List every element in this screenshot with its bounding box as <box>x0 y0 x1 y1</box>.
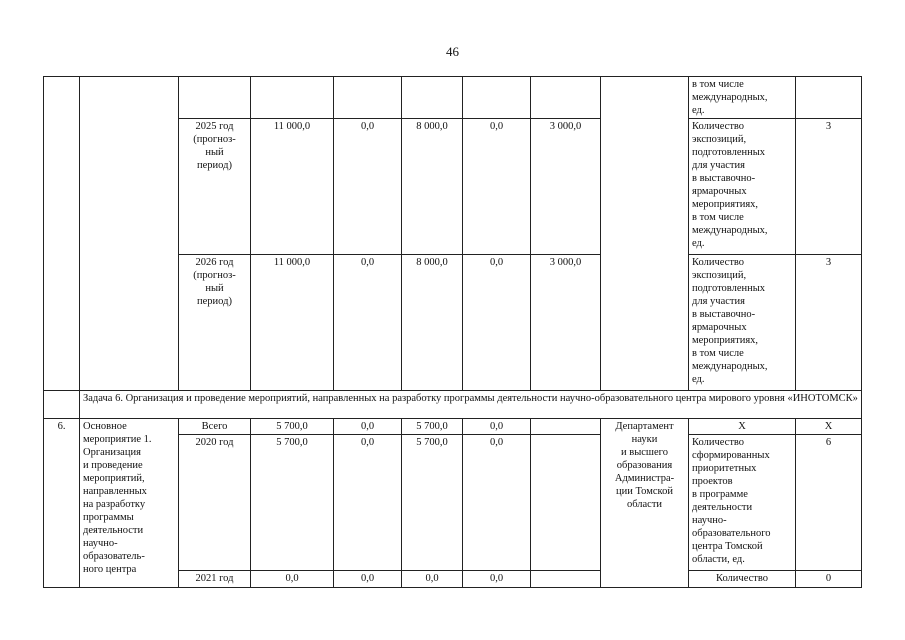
cell-total: 11 000,0 <box>251 119 334 255</box>
cell-name <box>80 77 179 391</box>
cell-year: 2026 год (прогноз- ный период) <box>179 255 251 391</box>
cell-loc: 0,0 <box>463 255 531 391</box>
cell-executor: Департамент науки и высшего образования Администра- ции Томской области <box>601 419 689 588</box>
cell-loc: 0,0 <box>463 571 531 588</box>
cell-year: Всего <box>179 419 251 435</box>
cell-reg: 8 000,0 <box>402 255 463 391</box>
task-heading-row <box>44 391 862 419</box>
cell-total: 5 700,0 <box>251 419 334 435</box>
cell-indicator: Х <box>689 419 796 435</box>
page-number: 46 <box>446 44 459 59</box>
cell-reg <box>402 77 463 119</box>
cell-loc: 0,0 <box>463 435 531 571</box>
cell-extra <box>531 419 601 435</box>
cell-total: 5 700,0 <box>251 435 334 571</box>
cell-year <box>179 77 251 119</box>
cell-num <box>44 391 80 419</box>
cell-reg: 5 700,0 <box>402 419 463 435</box>
cell-value: Х <box>796 419 862 435</box>
table-row <box>44 77 862 119</box>
cell-fed: 0,0 <box>334 435 402 571</box>
cell-value: 0 <box>796 571 862 588</box>
program-table <box>43 76 862 588</box>
cell-fed: 0,0 <box>334 419 402 435</box>
cell-year: 2020 год <box>179 435 251 571</box>
cell-reg: 8 000,0 <box>402 119 463 255</box>
table-row <box>44 419 862 435</box>
cell-num <box>44 77 80 391</box>
cell-reg: 0,0 <box>402 571 463 588</box>
cell-indicator: Количество экспозиций, подготовленных для участия в выставочно- ярмарочных мероприятиях, в том числе международных, ед. <box>689 119 796 255</box>
cell-extra: 3 000,0 <box>531 255 601 391</box>
cell-fed: 0,0 <box>334 255 402 391</box>
cell-fed: 0,0 <box>334 571 402 588</box>
cell-total: 11 000,0 <box>251 255 334 391</box>
cell-loc: 0,0 <box>463 419 531 435</box>
cell-total <box>251 77 334 119</box>
cell-extra: 3 000,0 <box>531 119 601 255</box>
cell-name: Основное мероприятие 1. Организация и проведение мероприятий, направленных на разработку программы деятельности научно- образователь- ного центра <box>80 419 179 588</box>
cell-value: 3 <box>796 119 862 255</box>
cell-reg: 5 700,0 <box>402 435 463 571</box>
cell-executor <box>601 77 689 391</box>
cell-extra <box>531 571 601 588</box>
cell-total: 0,0 <box>251 571 334 588</box>
cell-num: 6. <box>44 419 80 588</box>
cell-indicator: Количество экспозиций, подготовленных для участия в выставочно- ярмарочных мероприятиях, в том числе международных, ед. <box>689 255 796 391</box>
task-heading: Задача 6. Организация и проведение мероприятий, направленных на разработку программы деятельности научно-образовательного центра мирового уровня «ИНОТОМСК» <box>80 391 862 419</box>
cell-fed <box>334 77 402 119</box>
cell-indicator: Количество сформированных приоритетных проектов в программе деятельности научно- образовательного центра Томской области, ед. <box>689 435 796 571</box>
cell-value: 3 <box>796 255 862 391</box>
cell-value <box>796 77 862 119</box>
cell-fed: 0,0 <box>334 119 402 255</box>
cell-indicator: Количество <box>689 571 796 588</box>
cell-year: 2021 год <box>179 571 251 588</box>
cell-indicator: в том числе международных, ед. <box>689 77 796 119</box>
cell-extra <box>531 435 601 571</box>
cell-loc <box>463 77 531 119</box>
cell-value: 6 <box>796 435 862 571</box>
cell-extra <box>531 77 601 119</box>
cell-loc: 0,0 <box>463 119 531 255</box>
cell-year: 2025 год (прогноз- ный период) <box>179 119 251 255</box>
